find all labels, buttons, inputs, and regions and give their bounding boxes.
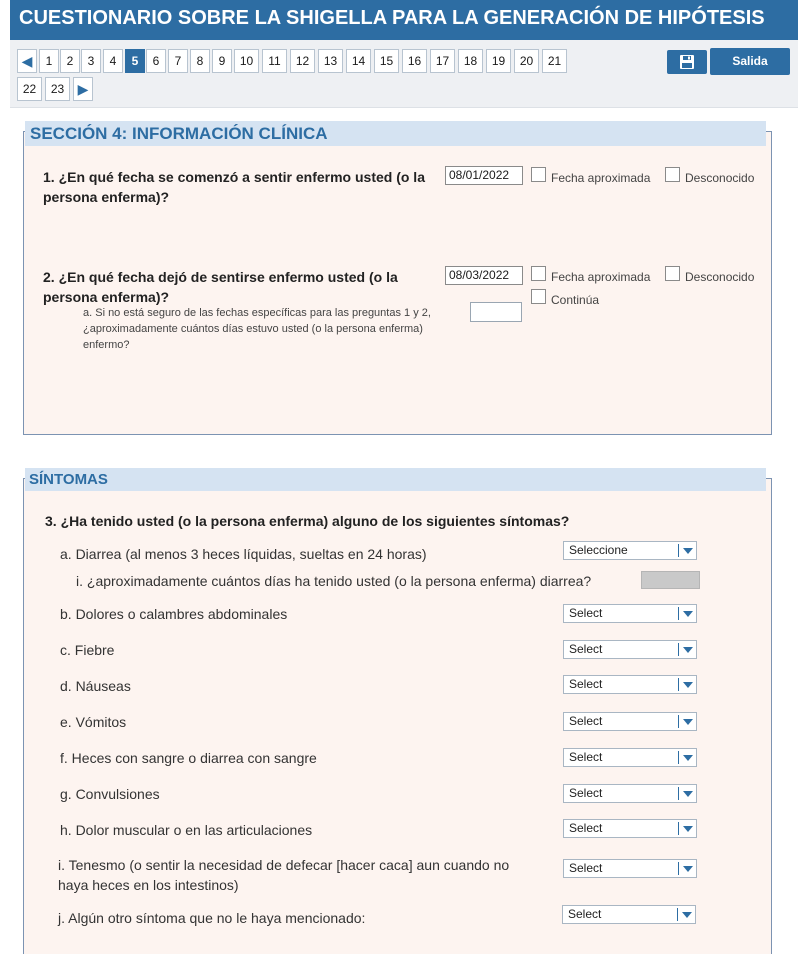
symptom-d-select[interactable] bbox=[563, 675, 697, 694]
symptom-a-label: a. Diarrea (al menos 3 heces líquidas, sueltas en 24 horas) bbox=[60, 546, 427, 562]
symptom-h-label: h. Dolor muscular o en las articulaciones bbox=[60, 822, 313, 838]
chevron-down-icon bbox=[678, 787, 692, 800]
page-button-22[interactable]: 22 bbox=[17, 77, 42, 101]
chevron-down-icon bbox=[678, 715, 692, 728]
question-1-label: 1. ¿En qué fecha se comenzó a sentir enfermo usted (o la persona enferma)? bbox=[43, 169, 425, 205]
chevron-down-icon bbox=[678, 607, 692, 620]
save-button[interactable] bbox=[667, 50, 707, 74]
page-button-23[interactable]: 23 bbox=[45, 77, 70, 101]
q1-unknown-label: Desconocido bbox=[685, 171, 755, 185]
question-2-label: 2. ¿En qué fecha dejó de sentirse enfermo usted (o la persona enferma)? bbox=[43, 269, 398, 305]
symptom-e-select[interactable] bbox=[563, 712, 697, 731]
symptom-f-value: Select bbox=[569, 750, 603, 764]
symptom-j-label: j. Algún otro síntoma que no le haya mencionado: bbox=[58, 910, 366, 926]
chevron-left-icon: ◀ bbox=[21, 53, 33, 69]
chevron-down-icon bbox=[678, 751, 692, 764]
q2-approx-label: Fecha aproximada bbox=[551, 270, 651, 284]
end-date-input[interactable]: 08/03/2022 bbox=[445, 266, 523, 285]
symptom-g-label: g. Convulsiones bbox=[60, 786, 160, 802]
page-button-21[interactable]: 21 bbox=[542, 49, 567, 73]
symptom-b-select[interactable] bbox=[563, 604, 697, 623]
q2-unknown-label: Desconocido bbox=[685, 270, 755, 284]
symptom-a-value: Seleccione bbox=[569, 543, 628, 557]
q2-unknown-checkbox[interactable] bbox=[665, 266, 680, 281]
page-button-2[interactable]: 2 bbox=[60, 49, 80, 73]
page-button-6[interactable]: 6 bbox=[146, 49, 166, 73]
chevron-down-icon bbox=[678, 862, 692, 875]
q2-continues-checkbox[interactable] bbox=[531, 289, 546, 304]
symptom-j-value: Select bbox=[568, 907, 602, 921]
symptom-i-select[interactable] bbox=[563, 859, 697, 878]
q1-unknown-checkbox[interactable] bbox=[665, 167, 680, 182]
chevron-down-icon bbox=[677, 908, 691, 921]
symptom-e-label: e. Vómitos bbox=[60, 714, 127, 730]
page-button-18[interactable]: 18 bbox=[458, 49, 483, 73]
page-button-19[interactable]: 19 bbox=[486, 49, 511, 73]
page-button-4[interactable]: 4 bbox=[103, 49, 123, 73]
page-button-17[interactable]: 17 bbox=[430, 49, 455, 73]
symptom-f-label: f. Heces con sangre o diarrea con sangre bbox=[60, 750, 317, 766]
symptom-f-select[interactable] bbox=[563, 748, 697, 767]
symptom-d-value: Select bbox=[569, 677, 603, 691]
q2-approx-checkbox[interactable] bbox=[531, 266, 546, 281]
page-button-15[interactable]: 15 bbox=[374, 49, 399, 73]
symptom-c-value: Select bbox=[569, 642, 603, 656]
symptom-a-select[interactable] bbox=[563, 541, 697, 560]
symptom-g-select[interactable] bbox=[563, 784, 697, 803]
question-3-label: 3. ¿Ha tenido usted (o la persona enferma) alguno de los siguientes síntomas? bbox=[45, 513, 570, 529]
page-button-11[interactable]: 11 bbox=[262, 49, 287, 73]
q1-approx-checkbox[interactable] bbox=[531, 167, 546, 182]
symptom-b-label: b. Dolores o calambres abdominales bbox=[60, 606, 288, 622]
symptom-j-select[interactable] bbox=[562, 905, 696, 924]
chevron-down-icon bbox=[678, 544, 692, 557]
page-button-7[interactable]: 7 bbox=[168, 49, 188, 73]
chevron-down-icon bbox=[678, 822, 692, 835]
page-button-10[interactable]: 10 bbox=[234, 49, 259, 73]
page-button-13[interactable]: 13 bbox=[318, 49, 343, 73]
page-button-12[interactable]: 12 bbox=[290, 49, 315, 73]
symptom-i-value: Select bbox=[569, 861, 603, 875]
page-button-1[interactable]: 1 bbox=[39, 49, 59, 73]
symptom-d-label: d. Náuseas bbox=[60, 678, 131, 694]
chevron-right-icon: ▶ bbox=[77, 81, 89, 97]
save-icon bbox=[679, 54, 695, 70]
q2-continues-label: Continúa bbox=[551, 293, 600, 307]
q2-sub-a-label: a. Si no está seguro de las fechas específicas para las preguntas 1 y 2, ¿aproximadamente cuántos días estuvo usted (o la persona enferma) enfermo? bbox=[83, 307, 431, 351]
page-button-20[interactable]: 20 bbox=[514, 49, 539, 73]
symptom-e-value: Select bbox=[569, 714, 603, 728]
illness-days-input[interactable] bbox=[470, 302, 522, 322]
symptom-b-value: Select bbox=[569, 606, 603, 620]
symptom-i-label: i. Tenesmo (o sentir la necesidad de defecar [hacer caca] aun cuando no haya heces en los intestinos) bbox=[58, 857, 510, 893]
onset-date-input[interactable]: 08/01/2022 bbox=[445, 166, 523, 185]
page-button-8[interactable]: 8 bbox=[190, 49, 210, 73]
symptom-g-value: Select bbox=[569, 786, 603, 800]
symptom-c-label: c. Fiebre bbox=[60, 642, 115, 658]
symptoms-title: SÍNTOMAS bbox=[25, 468, 766, 491]
page-button-9[interactable]: 9 bbox=[212, 49, 232, 73]
prev-page-button[interactable] bbox=[17, 49, 37, 73]
chevron-down-icon bbox=[678, 678, 692, 691]
page-button-16[interactable]: 16 bbox=[402, 49, 427, 73]
next-page-button[interactable] bbox=[73, 77, 93, 101]
symptom-a-days-label: i. ¿aproximadamente cuántos días ha tenido usted (o la persona enferma) diarrea? bbox=[76, 573, 592, 589]
page-title: CUESTIONARIO SOBRE LA SHIGELLA PARA LA GENERACIÓN DE HIPÓTESIS bbox=[10, 0, 798, 40]
exit-button[interactable]: Salida bbox=[710, 48, 790, 75]
page-button-14[interactable]: 14 bbox=[346, 49, 371, 73]
symptom-h-value: Select bbox=[569, 821, 603, 835]
symptom-h-select[interactable] bbox=[563, 819, 697, 838]
diarrhea-days-input[interactable] bbox=[641, 571, 700, 589]
symptom-c-select[interactable] bbox=[563, 640, 697, 659]
page-button-3[interactable]: 3 bbox=[81, 49, 101, 73]
section-4-title: SECCIÓN 4: INFORMACIÓN CLÍNICA bbox=[25, 121, 766, 146]
q1-approx-label: Fecha aproximada bbox=[551, 171, 651, 185]
chevron-down-icon bbox=[678, 643, 692, 656]
page-button-5[interactable]: 5 bbox=[125, 49, 145, 73]
